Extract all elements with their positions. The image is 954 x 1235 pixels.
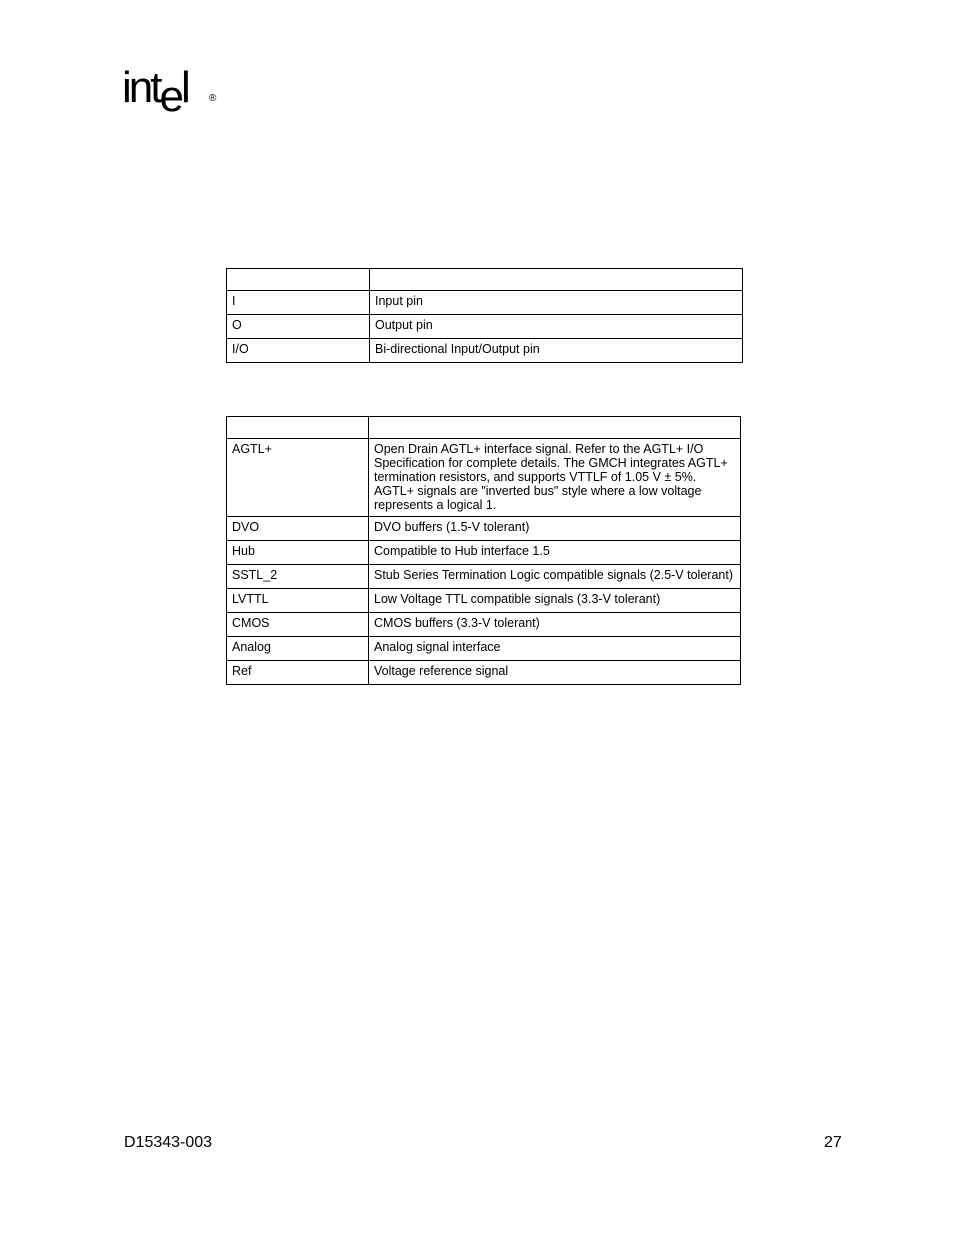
table-row [227, 565, 741, 589]
buffer-type-cell: DVO [227, 517, 369, 541]
buffer-description-cell: CMOS buffers (3.3-V tolerant) [369, 613, 741, 637]
table-row [227, 315, 743, 339]
table-header-row [227, 269, 743, 291]
page-number: 27 [824, 1134, 842, 1151]
intel-logo [122, 60, 222, 120]
buffer-description-cell: Voltage reference signal [369, 661, 741, 685]
buffer-type-cell: SSTL_2 [227, 565, 369, 589]
buffer-description-cell: Low Voltage TTL compatible signals (3.3-V tolerant) [369, 589, 741, 613]
table-row [227, 439, 741, 517]
buffer-description-cell: Analog signal interface [369, 637, 741, 661]
buffer-description-cell: DVO buffers (1.5-V tolerant) [369, 517, 741, 541]
table-row [227, 637, 741, 661]
signal-description-cell: Bi-directional Input/Output pin [370, 339, 743, 363]
table-row [227, 517, 741, 541]
buffer-description-cell: Compatible to Hub interface 1.5 [369, 541, 741, 565]
buffer-type-table [226, 416, 741, 685]
table-header-cell [227, 417, 369, 439]
buffer-type-cell: AGTL+ [227, 439, 369, 517]
intel-wordmark: intel [122, 63, 188, 121]
table-row [227, 291, 743, 315]
buffer-description-cell: Open Drain AGTL+ interface signal. Refer to the AGTL+ I/O Specification for complete details. The GMCH integrates AGTL+ termination resistors, and supports VTTLF of 1.05 V ± 5%. AGTL+ signals are "inverted bus" style where a low voltage represents a logical 1. [369, 439, 741, 517]
buffer-type-cell: LVTTL [227, 589, 369, 613]
signal-type-cell: I [227, 291, 370, 315]
table-header-cell [369, 417, 741, 439]
table-header-cell [227, 269, 370, 291]
buffer-type-cell: Hub [227, 541, 369, 565]
table-row [227, 661, 741, 685]
table-header-cell [370, 269, 743, 291]
buffer-type-cell: Analog [227, 637, 369, 661]
buffer-type-cell: Ref [227, 661, 369, 685]
table-row [227, 541, 741, 565]
signal-type-cell: O [227, 315, 370, 339]
signal-type-cell: I/O [227, 339, 370, 363]
table-row [227, 589, 741, 613]
table-row [227, 613, 741, 637]
signal-description-cell: Output pin [370, 315, 743, 339]
document-id: D15343-003 [124, 1134, 213, 1151]
table-header-row [227, 417, 741, 439]
signal-description-cell: Input pin [370, 291, 743, 315]
signal-direction-table [226, 268, 743, 363]
table-row [227, 339, 743, 363]
registered-mark: ® [209, 93, 217, 104]
buffer-type-cell: CMOS [227, 613, 369, 637]
buffer-description-cell: Stub Series Termination Logic compatible signals (2.5-V tolerant) [369, 565, 741, 589]
